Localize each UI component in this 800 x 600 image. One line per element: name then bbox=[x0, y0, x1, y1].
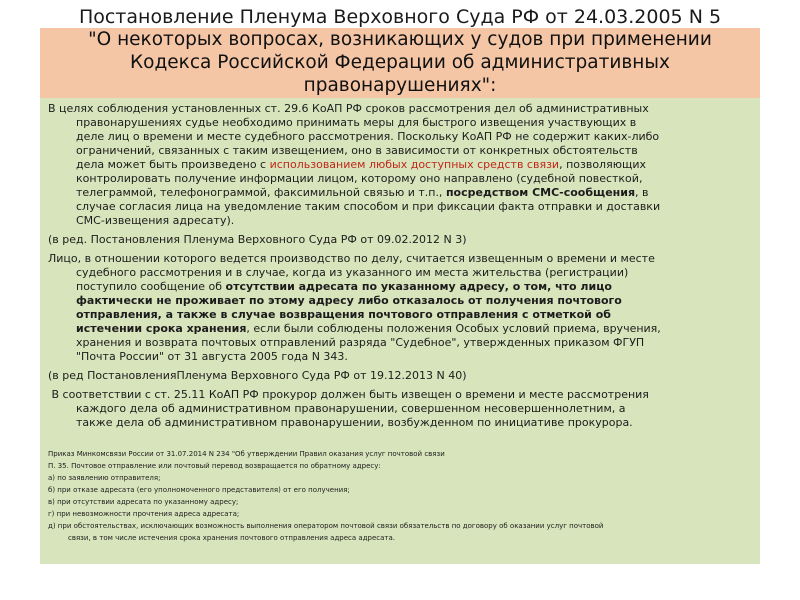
footnote-line: Приказ Минкомсвязи России от 31.07.2014 N 234 "Об утверждении Правил оказания услуг почтовой связи bbox=[48, 450, 445, 458]
text-span: дела может быть произведено с bbox=[76, 158, 270, 171]
text-line: СМС-извещения адресату). bbox=[76, 214, 235, 227]
text-line: "Почта России" от 31 августа 2005 года N 343. bbox=[76, 350, 348, 363]
text-span: , позволяющих bbox=[559, 158, 646, 171]
paragraph-prosecutor bbox=[48, 388, 752, 430]
text-line bbox=[48, 280, 752, 294]
revision-note: (в ред ПостановленияПленума Верховного Суда РФ от 19.12.2013 N 40) bbox=[48, 369, 467, 382]
footnote-line: а) по заявлению отправителя; bbox=[48, 474, 161, 482]
title-box bbox=[40, 28, 760, 98]
bold-text: фактически не проживает по этому адресу либо отказалось от получения почтового bbox=[76, 294, 622, 307]
page-title: Постановление Пленума Верховного Суда РФ от 24.03.2005 N 5 bbox=[78, 6, 722, 28]
means-of-communication-link[interactable]: использованием любых доступных средств связи bbox=[269, 158, 560, 171]
title-line: "О некоторых вопросах, возникающих у судов при применении bbox=[88, 29, 712, 50]
text-span: , если были соблюдены положения Особых условий приема, вручения, bbox=[246, 322, 661, 335]
text-line: правонарушениях судье необходимо принимать меры для быстрого извещения участвующих в bbox=[76, 116, 637, 129]
revision-note: (в ред. Постановления Пленума Верховного Суда РФ от 09.02.2012 N 3) bbox=[48, 233, 467, 246]
text-line: каждого дела об административном правонарушении, совершенном несовершеннолетним, а bbox=[76, 402, 626, 415]
text-line bbox=[48, 158, 752, 172]
text-span: , в bbox=[635, 186, 649, 199]
text-line: также дела об административном правонарушении, возбужденном по инициативе прокурора. bbox=[76, 416, 633, 429]
text-span: поступило сообщение об bbox=[76, 280, 226, 293]
footnote-line: г) при невозможности прочтения адреса адресата; bbox=[48, 510, 240, 518]
text-line bbox=[48, 322, 752, 336]
footnote bbox=[48, 448, 752, 544]
text-line bbox=[48, 186, 752, 200]
title-line: Кодекса Российской Федерации об административных bbox=[130, 52, 670, 73]
bold-text: истечении срока хранения bbox=[76, 322, 247, 335]
text-line: случае согласия лица на уведомление таким способом и при фиксации факта отправки и доставки bbox=[76, 200, 661, 213]
text-line: судебного рассмотрения и в случае, когда из указанного им места жительства (регистрации) bbox=[76, 266, 629, 279]
text-line: контролировать получение информации лицом, которому оно направлено (судебной повесткой, bbox=[76, 172, 643, 185]
bold-text: отправления, а также в случае возвращения почтового отправления с отметкой об bbox=[76, 308, 611, 321]
text-line: Лицо, в отношении которого ведется производство по делу, считается извещенным о времени и месте bbox=[48, 252, 655, 265]
text-line: В соответствии с ст. 25.11 КоАП РФ прокурор должен быть извещен о времени и месте рассмотрения bbox=[48, 388, 649, 401]
paragraph-sms-notice bbox=[48, 102, 752, 228]
footnote-line: б) при отказе адресата (его уполномоченного представителя) от его получения; bbox=[48, 486, 350, 494]
footnote-line: д) при обстоятельствах, исключающих возможность выполнения оператором почтовой связи обязательств по договору об оказании услуг почтовой bbox=[48, 522, 604, 530]
footnote-line: в) при отсутствии адресата по указанному адресу; bbox=[48, 498, 239, 506]
footnote-line: связи, в том числе истечения срока хранения почтового отправления адреса адресата. bbox=[68, 534, 396, 542]
footnote-line: П. 35. Почтовое отправление или почтовый перевод возвращается по обратному адресу: bbox=[48, 462, 381, 470]
text-line: В целях соблюдения установленных ст. 29.6 КоАП РФ сроков рассмотрения дел об административных bbox=[48, 102, 649, 115]
title-line: правонарушениях": bbox=[303, 75, 497, 96]
text-span: телеграммой, телефонограммой, факсимильной связью и т.п., bbox=[76, 186, 446, 199]
content-box bbox=[40, 98, 760, 564]
text-line: ограничений, связанных с таким извещением, оно в зависимости от конкретных обстоятельств bbox=[76, 144, 638, 157]
bold-text: посредством СМС-сообщения bbox=[445, 186, 636, 199]
text-line: деле лиц о времени и месте судебного рассмотрения. Поскольку КоАП РФ не содержит каких-либо bbox=[76, 130, 660, 143]
paragraph-notified-person bbox=[48, 252, 752, 364]
bold-text: отсутствии адресата по указанному адресу, о том, что лицо bbox=[225, 280, 612, 293]
text-line: хранения и возврата почтовых отправлений разряда "Судебное", утвержденных приказом ФГУП bbox=[76, 336, 645, 349]
